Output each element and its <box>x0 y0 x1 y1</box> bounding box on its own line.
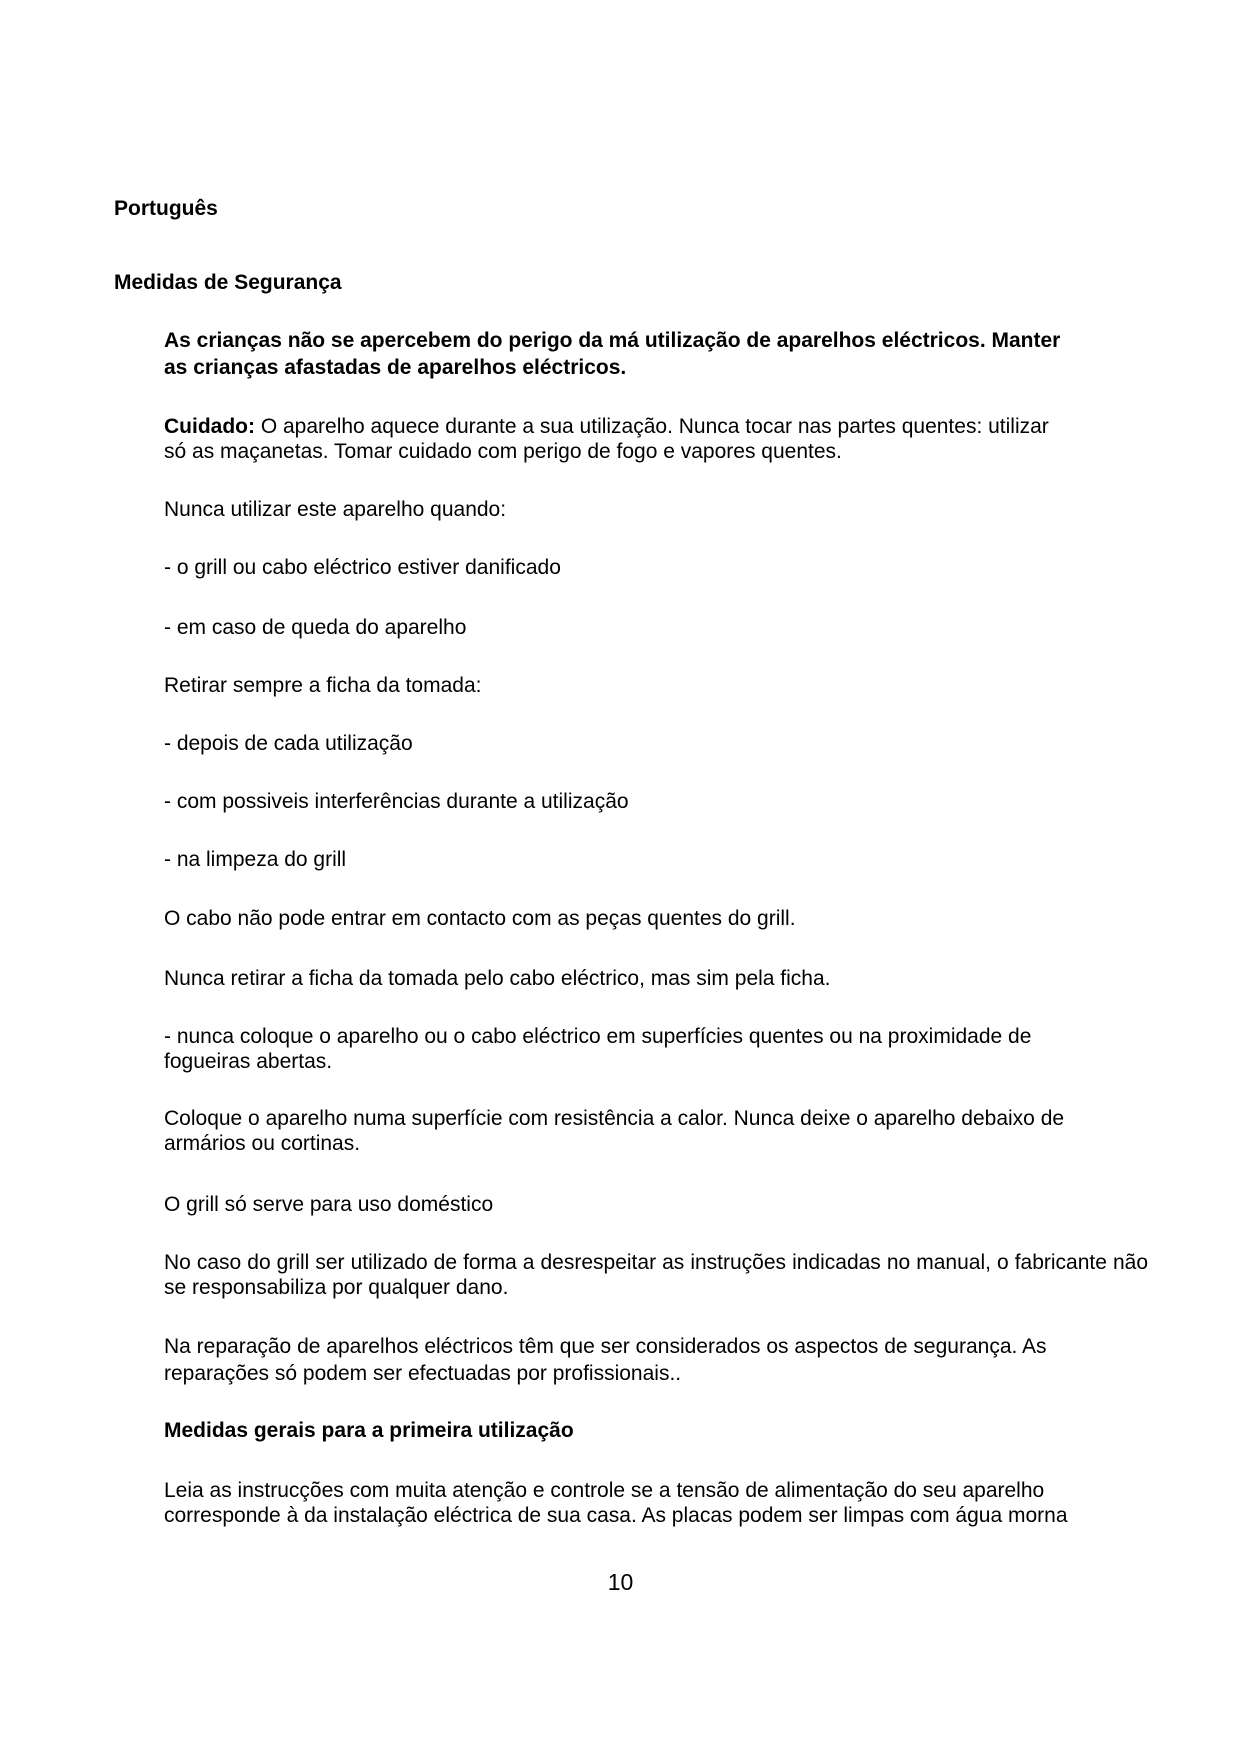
hot-surfaces-line-2: fogueiras abertas. <box>164 1050 333 1073</box>
cable-contact-note: O cabo não pode entrar em contacto com as peças quentes do grill. <box>164 907 796 930</box>
placement-line-1: Coloque o aparelho numa superfície com resistência a calor. Nunca deixe o aparelho debaixo de <box>164 1107 1065 1130</box>
first-use-line-2: corresponde à da instalação eléctrica de sua casa. As placas podem ser limpas com água morna <box>164 1504 1068 1527</box>
warning-line-2: as crianças afastadas de aparelhos eléctricos. <box>164 356 627 379</box>
hot-surfaces-line-1: - nunca coloque o aparelho ou o cabo eléctrico em superfícies quentes ou na proximidade de <box>164 1025 1032 1048</box>
never-use-item: - em caso de queda do aparelho <box>164 616 467 639</box>
unplug-item: - com possiveis interferências durante a utilização <box>164 790 629 813</box>
unplug-item: - depois de cada utilização <box>164 732 413 755</box>
first-use-line-1: Leia as instrucções com muita atenção e controle se a tensão de alimentação do seu aparelho <box>164 1479 1045 1502</box>
placement-line-2: armários ou cortinas. <box>164 1132 361 1155</box>
never-use-intro: Nunca utilizar este aparelho quando: <box>164 498 507 521</box>
first-use-heading: Medidas gerais para a primeira utilização <box>164 1419 574 1442</box>
never-use-item: - o grill ou cabo eléctrico estiver danificado <box>164 556 561 579</box>
liability-paragraph: No caso do grill ser utilizado de forma a desrespeitar as instruções indicadas no manual, o fabricante não se responsabiliza por qualquer dano. <box>164 1251 1148 1299</box>
caution-line-1 <box>164 414 1049 439</box>
warning-line-1: As crianças não se apercebem do perigo da má utilização de aparelhos eléctricos. Manter <box>164 329 1061 352</box>
section-title: Medidas de Segurança <box>114 271 342 294</box>
language-heading: Português <box>114 197 218 220</box>
unplug-item: - na limpeza do grill <box>164 848 347 871</box>
repairs-line-1: Na reparação de aparelhos eléctricos têm que ser considerados os aspectos de segurança. As <box>164 1335 1047 1358</box>
repairs-line-2: reparações só podem ser efectuadas por profissionais.. <box>164 1362 682 1385</box>
caution-line-2: só as maçanetas. Tomar cuidado com perigo de fogo e vapores quentes. <box>164 440 842 463</box>
caution-label: Cuidado: <box>164 415 255 438</box>
domestic-use-note: O grill só serve para uso doméstico <box>164 1193 494 1216</box>
unplug-intro: Retirar sempre a ficha da tomada: <box>164 674 482 697</box>
caution-text: O aparelho aquece durante a sua utilização. Nunca tocar nas partes quentes: utilizar <box>254 415 1049 438</box>
unplug-by-plug-note: Nunca retirar a ficha da tomada pelo cabo eléctrico, mas sim pela ficha. <box>164 967 831 990</box>
page-number: 10 <box>607 1569 634 1595</box>
